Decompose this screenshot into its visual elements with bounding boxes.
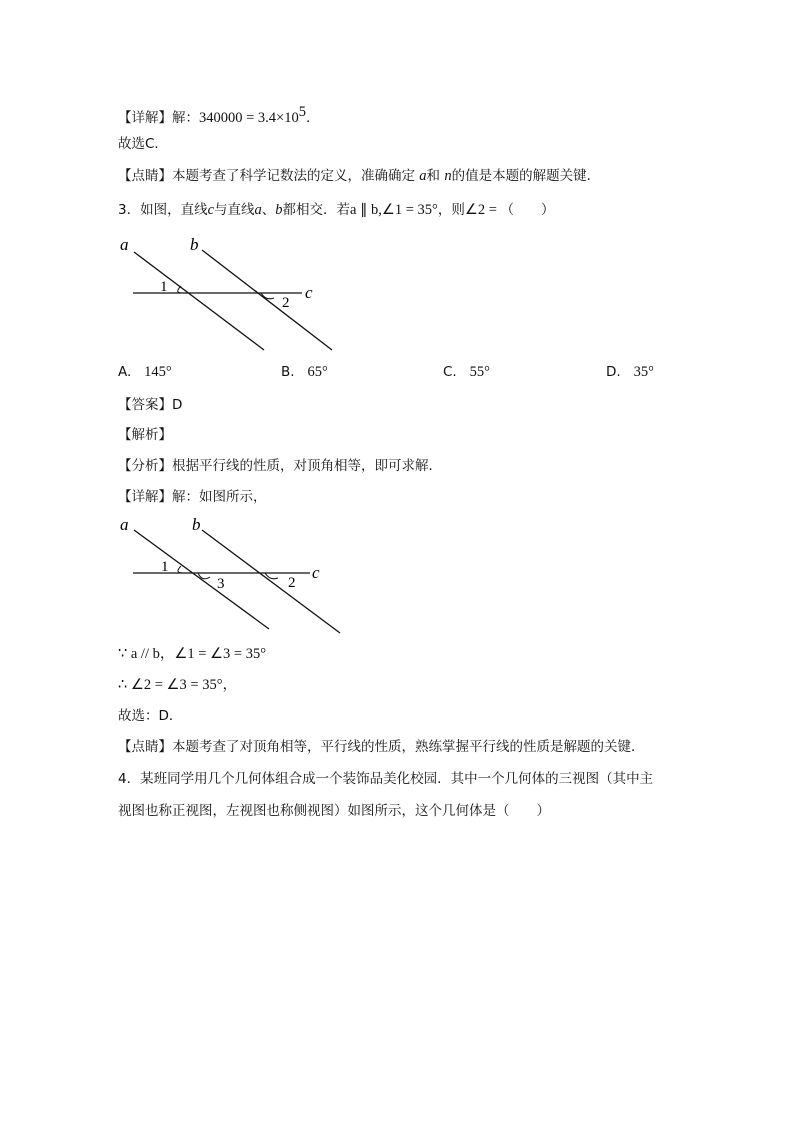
- option-c-value: 55°: [469, 364, 490, 380]
- detail-line-2: [118, 488, 267, 506]
- label-b: b: [192, 515, 201, 534]
- fenxi-line: [118, 457, 442, 475]
- detail2-text: 解：如图所示，: [172, 489, 267, 505]
- option-c[interactable]: [443, 364, 490, 381]
- option-b-letter: B.: [281, 364, 295, 380]
- comment-tag: 【点睛】: [118, 168, 172, 184]
- q3-var-a: a: [254, 202, 262, 218]
- label-b: b: [190, 235, 199, 254]
- question-3: [118, 201, 555, 219]
- option-b[interactable]: [281, 364, 328, 381]
- q3-ask: ∠2 =: [464, 202, 501, 218]
- q3-text-b: 与直线: [214, 202, 255, 218]
- choose-line-2: 故选：D．: [118, 708, 183, 724]
- comment2-tag: 【点睛】: [118, 739, 172, 755]
- therefore-line: ∴ ∠2 = ∠3 = 35°，: [118, 677, 238, 693]
- q3-var-c: c: [207, 202, 215, 218]
- comment-line-1: [118, 167, 600, 185]
- q3-text-e: ，则: [437, 202, 465, 218]
- question-4-line-2: 视图也称正视图，左视图也称侧视图）如图所示，这个几何体是（ ）: [118, 803, 550, 819]
- because-line: ∵ a // b，∠1 = ∠3 = 35°: [118, 646, 266, 662]
- comment2-text: 本题考查了对顶角相等，平行线的性质，熟练掌握平行线的性质是解题的关键．: [172, 739, 645, 755]
- period: .: [305, 110, 311, 126]
- angle-1-label: 1: [160, 279, 168, 295]
- option-d[interactable]: [606, 364, 654, 381]
- angle-2-label: 2: [288, 575, 296, 591]
- angle-1-label: 1: [161, 559, 169, 575]
- q3-text-f: （ ）: [500, 202, 555, 218]
- q3-text-a: 3．如图，直线: [118, 202, 208, 218]
- label-c: c: [312, 563, 320, 582]
- detail-text: 解：: [172, 110, 199, 126]
- comment-text-a: 本题考查了科学记数法的定义，准确确定: [172, 168, 415, 184]
- label-a: a: [120, 235, 129, 254]
- option-a-value: 145°: [144, 364, 172, 380]
- answer-line: 【答案】D: [118, 397, 183, 413]
- fenxi-text: 根据平行线的性质，对顶角相等，即可求解．: [172, 458, 442, 474]
- math-exponent: 5: [298, 104, 306, 120]
- label-c: c: [305, 283, 313, 302]
- q3-text-d: 都相交．若: [282, 202, 351, 218]
- option-d-value: 35°: [633, 364, 654, 380]
- angle-3-label: 3: [217, 576, 225, 592]
- figure-1: [114, 232, 344, 357]
- var-n: n: [444, 168, 452, 184]
- q3-var-b: b: [275, 202, 283, 218]
- comment-text-c: 的值是本题的解题关键．: [451, 168, 601, 184]
- option-c-letter: C.: [443, 364, 457, 380]
- analysis-heading: 【解析】: [118, 427, 172, 443]
- angle-2-label: 2: [282, 295, 290, 311]
- detail-tag: 【详解】: [118, 110, 172, 126]
- fenxi-tag: 【分析】: [118, 458, 172, 474]
- comment-text-b: 和: [426, 168, 441, 184]
- detail2-tag: 【详解】: [118, 489, 172, 505]
- choose-line-1: 故选C．: [118, 136, 168, 152]
- option-a[interactable]: [118, 364, 172, 381]
- q3-text-c: 、: [261, 202, 276, 218]
- detail-line-1: [118, 103, 310, 127]
- comment-line-2: [118, 738, 645, 756]
- option-d-letter: D.: [606, 364, 621, 380]
- math-expression: 340000 = 3.4×10: [199, 110, 299, 126]
- question-4-line-1: 4．某班同学用几个几何体组合成一个装饰品美化校园．其中一个几何体的三视图（其中主: [118, 771, 654, 787]
- figure-2: [114, 512, 354, 637]
- option-b-value: 65°: [307, 364, 328, 380]
- q3-condition: a ∥ b,∠1 = 35°: [350, 202, 438, 218]
- label-a: a: [120, 515, 129, 534]
- var-a: a: [419, 168, 427, 184]
- option-a-letter: A.: [118, 364, 132, 380]
